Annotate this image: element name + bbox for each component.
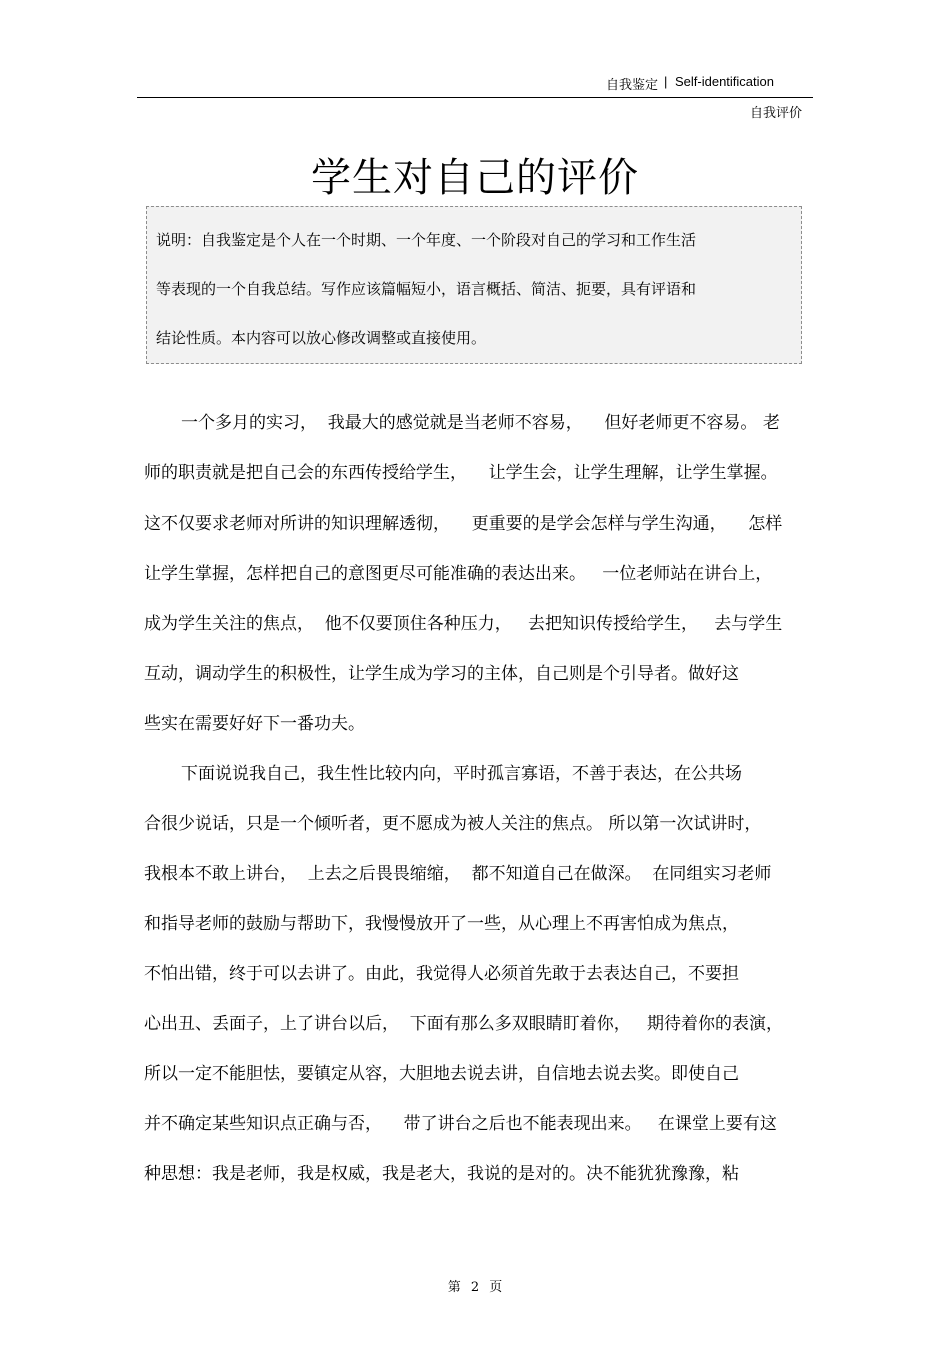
paragraph-line: 并不确定某些知识点正确与否， 带了讲台之后也不能表现出来。 在课堂上要有这 — [144, 1114, 777, 1134]
header-rule — [137, 97, 813, 98]
paragraph-line: 下面说说我自己，我生性比较内向，平时孤言寡语，不善于表达，在公共场 — [181, 764, 742, 784]
footer-page-number: 2 — [470, 1280, 480, 1295]
paragraph-line: 所以一定不能胆怯，要镇定从容，大胆地去说去讲，自信地去说去奖。即使自己 — [144, 1064, 739, 1084]
paragraph-line: 一个多月的实习， 我最大的感觉就是当老师不容易， 但好老师更不容易。 老 — [181, 413, 780, 433]
paragraph-line: 这不仅要求老师对所讲的知识理解透彻， 更重要的是学会怎样与学生沟通， 怎样 — [144, 514, 783, 534]
header-label-en: Self-identification — [675, 74, 774, 89]
sub-header: 自我评价 — [749, 106, 802, 121]
paragraph-line: 些实在需要好好下一番功夫。 — [144, 714, 365, 734]
paragraph-line: 让学生掌握，怎样把自己的意图更尽可能准确的表达出来。 一位老师站在讲台上， — [144, 564, 773, 584]
note-line: 等表现的一个自我总结。写作应该篇幅短小，语言概括、简洁、扼要，具有评语和 — [156, 280, 697, 298]
paragraph-line: 种思想：我是老师，我是权威，我是老大，我说的是对的。决不能犹犹豫豫，粘 — [144, 1164, 739, 1184]
header-separator: | — [664, 74, 668, 89]
paragraph-line: 不怕出错，终于可以去讲了。由此，我觉得人必须首先敢于去表达自己，不要担 — [144, 964, 739, 984]
paragraph-line: 互动，调动学生的积极性，让学生成为学习的主体，自己则是个引导者。做好这 — [144, 664, 739, 684]
paragraph-line: 合很少说话，只是一个倾听者，更不愿成为被人关注的焦点。 所以第一次试讲时， — [144, 814, 762, 834]
paragraph-line: 师的职责就是把自己会的东西传授给学生， 让学生会，让学生理解，让学生掌握。 — [144, 463, 778, 483]
note-box — [146, 206, 802, 364]
note-line: 说明：自我鉴定是个人在一个时期、一个年度、一个阶段对自己的学习和工作生活 — [156, 231, 697, 249]
document-title: 学生对自己的评价 — [311, 155, 639, 201]
running-header — [0, 74, 950, 94]
paragraph-line: 心出丑、丢面子，上了讲台以后， 下面有那么多双眼睛盯着你， 期待着你的表演， — [144, 1014, 784, 1034]
footer-prefix: 第 — [447, 1280, 461, 1295]
header-label-cn: 自我鉴定 — [606, 78, 659, 93]
paragraph-line: 成为学生关注的焦点， 他不仅要顶住各种压力， 去把知识传授给学生， 去与学生 — [144, 614, 783, 634]
footer-suffix: 页 — [489, 1280, 503, 1295]
page-footer — [0, 1276, 950, 1295]
paragraph-line: 我根本不敢上讲台， 上去之后畏畏缩缩， 都不知道自己在做深。 在同组实习老师 — [144, 864, 772, 884]
note-line: 结论性质。本内容可以放心修改调整或直接使用。 — [156, 329, 487, 347]
paragraph-line: 和指导老师的鼓励与帮助下，我慢慢放开了一些，从心理上不再害怕成为焦点， — [144, 914, 739, 934]
